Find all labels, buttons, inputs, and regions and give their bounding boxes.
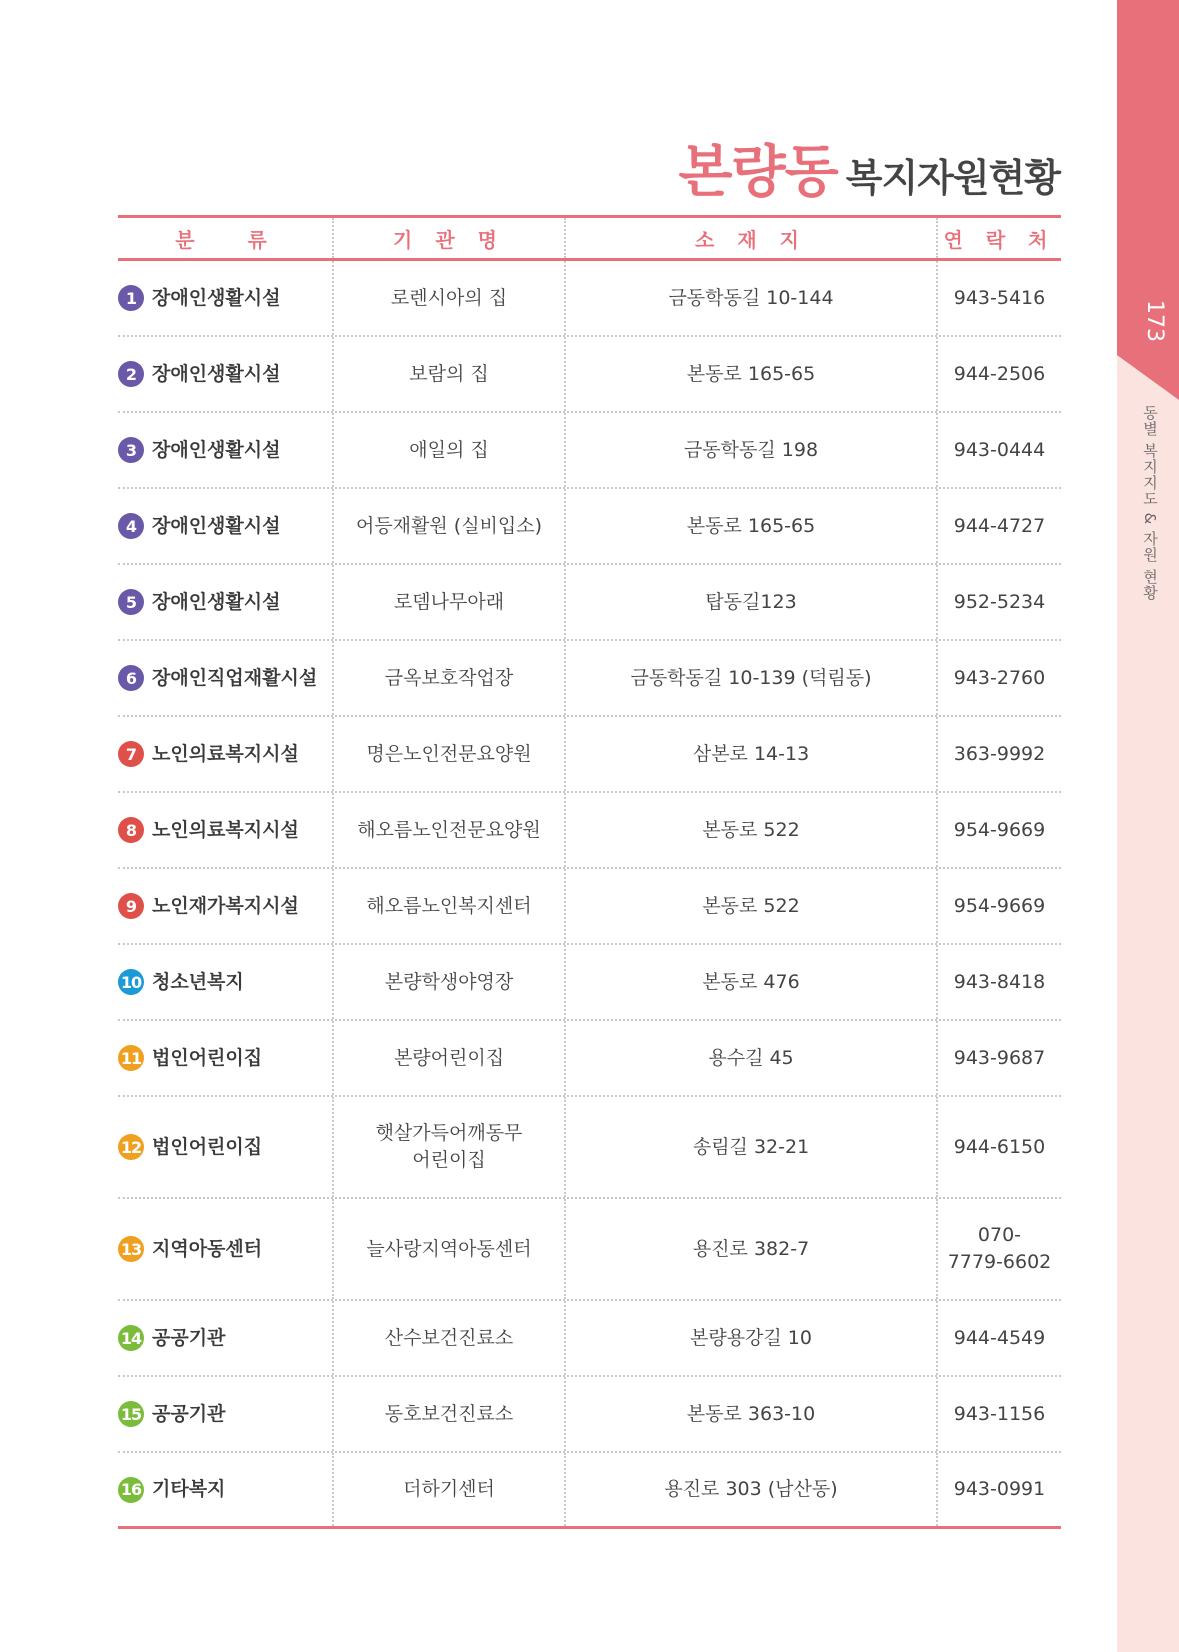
cell-category (118, 261, 334, 335)
table-row (118, 1453, 1061, 1529)
number-badge: 14 (118, 1325, 144, 1351)
number-badge: 9 (118, 893, 144, 919)
category-label: 지역아동센터 (152, 1237, 263, 1260)
cell-category (118, 1199, 334, 1299)
cell-category (118, 1021, 334, 1095)
cell-contact (938, 413, 1061, 487)
cell-category (118, 337, 334, 411)
contact-number: 943-9687 (953, 1046, 1046, 1069)
category-label: 노인재가복지시설 (152, 894, 299, 917)
table-row (118, 1021, 1061, 1097)
cell-address: 본동로 165-65 (566, 489, 938, 563)
table-row (118, 337, 1061, 413)
table-row (118, 1199, 1061, 1301)
facility-name: 해오름노인전문요양원 (357, 818, 541, 841)
cell-name (334, 1377, 566, 1451)
header-name: 기 관 명 (334, 218, 566, 258)
cell-name (334, 945, 566, 1019)
title-main: 본량동 (678, 140, 838, 205)
cell-category (118, 1453, 334, 1526)
facility-name: 어등재활원 (실비입소) (355, 514, 543, 537)
category-label: 노인의료복지시설 (152, 742, 299, 765)
category-label: 공공기관 (152, 1326, 226, 1349)
number-badge: 16 (118, 1477, 144, 1503)
cell-contact (938, 945, 1061, 1019)
category-label: 노인의료복지시설 (152, 818, 299, 841)
cell-contact (938, 565, 1061, 639)
table-row (118, 261, 1061, 337)
facility-name: 햇살가득어깨동무 어린이집 (375, 1122, 523, 1171)
cell-name (334, 793, 566, 867)
cell-name (334, 1021, 566, 1095)
facility-name: 산수보건진료소 (384, 1326, 514, 1349)
cell-name (334, 337, 566, 411)
table-header (118, 215, 1061, 261)
facility-name: 금옥보호작업장 (384, 666, 514, 689)
cell-contact (938, 717, 1061, 791)
cell-category (118, 869, 334, 943)
facility-name: 해오름노인복지센터 (366, 894, 532, 917)
table-row (118, 489, 1061, 565)
cell-contact (938, 869, 1061, 943)
table-row (118, 565, 1061, 641)
resource-table (118, 215, 1061, 1529)
number-badge: 2 (118, 361, 144, 387)
facility-name: 더하기센터 (403, 1478, 495, 1500)
number-badge: 5 (118, 589, 144, 615)
number-badge: 6 (118, 665, 144, 691)
cell-name (334, 261, 566, 335)
contact-number: 954-9669 (953, 894, 1046, 917)
cell-address: 용수길 45 (566, 1021, 938, 1095)
header-contact: 연 락 처 (943, 227, 1056, 252)
number-badge: 1 (118, 285, 144, 311)
table-row (118, 413, 1061, 489)
category-label: 장애인생활시설 (152, 286, 281, 309)
category-label: 기타복지 (152, 1478, 226, 1500)
number-badge: 8 (118, 817, 144, 843)
contact-number: 944-4727 (953, 514, 1046, 537)
cell-address: 금동학동길 198 (566, 413, 938, 487)
cell-address: 탑동길123 (566, 565, 938, 639)
table-row (118, 869, 1061, 945)
contact-number: 070- 7779-6602 (947, 1224, 1052, 1273)
number-badge: 4 (118, 513, 144, 539)
cell-category (118, 641, 334, 715)
facility-name: 본량학생야영장 (384, 970, 514, 993)
cell-address: 금동학동길 10-144 (566, 261, 938, 335)
cell-name (334, 869, 566, 943)
cell-name (334, 413, 566, 487)
contact-number: 363-9992 (953, 742, 1046, 765)
category-label: 장애인생활시설 (152, 514, 281, 537)
header-category: 분 류 (118, 218, 334, 258)
facility-name: 로렌시아의 집 (390, 286, 508, 309)
page-number: 173 (1142, 300, 1167, 342)
cell-contact (938, 337, 1061, 411)
table-row (118, 1301, 1061, 1377)
cell-name (334, 1199, 566, 1299)
facility-name: 동호보건진료소 (384, 1402, 514, 1425)
facility-name: 로뎀나무아래 (393, 590, 505, 613)
cell-address: 본동로 476 (566, 945, 938, 1019)
cell-contact (938, 1199, 1061, 1299)
contact-number: 943-8418 (953, 970, 1046, 993)
cell-address: 본량용강길 10 (566, 1301, 938, 1375)
table-body (118, 261, 1061, 1529)
number-badge: 12 (118, 1134, 144, 1160)
table-row (118, 717, 1061, 793)
contact-number: 944-4549 (953, 1326, 1046, 1349)
cell-address: 본동로 165-65 (566, 337, 938, 411)
cell-contact (938, 261, 1061, 335)
facility-name: 명은노인전문요양원 (366, 742, 532, 765)
cell-name (334, 1453, 566, 1526)
table-row (118, 641, 1061, 717)
cell-name (334, 565, 566, 639)
number-badge: 7 (118, 741, 144, 767)
page-title (678, 128, 1060, 208)
cell-category (118, 1377, 334, 1451)
table-row (118, 1097, 1061, 1199)
cell-category (118, 1301, 334, 1375)
facility-name: 늘사랑지역아동센터 (366, 1237, 532, 1260)
cell-address: 삼본로 14-13 (566, 717, 938, 791)
title-sub: 복지자원현황 (845, 156, 1060, 200)
facility-name: 애일의 집 (409, 438, 489, 461)
contact-number: 943-0991 (953, 1478, 1046, 1500)
contact-number: 943-0444 (953, 438, 1046, 461)
table-row (118, 1377, 1061, 1453)
category-label: 장애인생활시설 (152, 438, 281, 461)
cell-address: 본동로 522 (566, 793, 938, 867)
cell-contact (938, 1377, 1061, 1451)
cell-category (118, 489, 334, 563)
cell-address: 용진로 303 (남산동) (566, 1453, 938, 1526)
contact-number: 944-6150 (953, 1135, 1046, 1158)
category-label: 법인어린이집 (152, 1135, 263, 1158)
cell-category (118, 717, 334, 791)
cell-address: 본동로 522 (566, 869, 938, 943)
cell-contact (938, 1021, 1061, 1095)
cell-name (334, 641, 566, 715)
cell-name (334, 717, 566, 791)
cell-contact (938, 793, 1061, 867)
cell-address: 본동로 363-10 (566, 1377, 938, 1451)
cell-address: 송림길 32-21 (566, 1097, 938, 1197)
cell-category (118, 1097, 334, 1197)
number-badge: 13 (118, 1236, 144, 1262)
number-badge: 10 (118, 969, 144, 995)
cell-category (118, 413, 334, 487)
number-badge: 3 (118, 437, 144, 463)
contact-number: 943-1156 (953, 1402, 1046, 1425)
contact-number: 943-2760 (953, 666, 1046, 689)
category-label: 장애인생활시설 (152, 362, 281, 385)
contact-number: 954-9669 (953, 818, 1046, 841)
cell-category (118, 565, 334, 639)
category-label: 청소년복지 (152, 970, 244, 993)
cell-contact (938, 489, 1061, 563)
table-row (118, 945, 1061, 1021)
cell-name (334, 1097, 566, 1197)
facility-name: 보람의 집 (409, 362, 489, 385)
cell-name (334, 489, 566, 563)
facility-name: 본량어린이집 (393, 1046, 505, 1069)
category-label: 장애인직업재활시설 (152, 666, 318, 689)
cell-contact (938, 641, 1061, 715)
cell-contact (938, 1097, 1061, 1197)
number-badge: 11 (118, 1045, 144, 1071)
category-label: 공공기관 (152, 1402, 226, 1425)
number-badge: 15 (118, 1401, 144, 1427)
cell-contact (938, 1301, 1061, 1375)
cell-address: 금동학동길 10-139 (덕림동) (566, 641, 938, 715)
contact-number: 944-2506 (953, 362, 1046, 385)
category-label: 장애인생활시설 (152, 590, 281, 613)
table-row (118, 793, 1061, 869)
cell-name (334, 1301, 566, 1375)
contact-number: 943-5416 (953, 286, 1046, 309)
cell-category (118, 945, 334, 1019)
cell-address: 용진로 382-7 (566, 1199, 938, 1299)
contact-number: 952-5234 (953, 590, 1046, 613)
cell-contact (938, 1453, 1061, 1526)
header-address: 소 재 지 (566, 218, 938, 258)
side-caption: 동별 복지지도 & 자원 현황 (1141, 405, 1159, 601)
category-label: 법인어린이집 (152, 1046, 263, 1069)
cell-category (118, 793, 334, 867)
